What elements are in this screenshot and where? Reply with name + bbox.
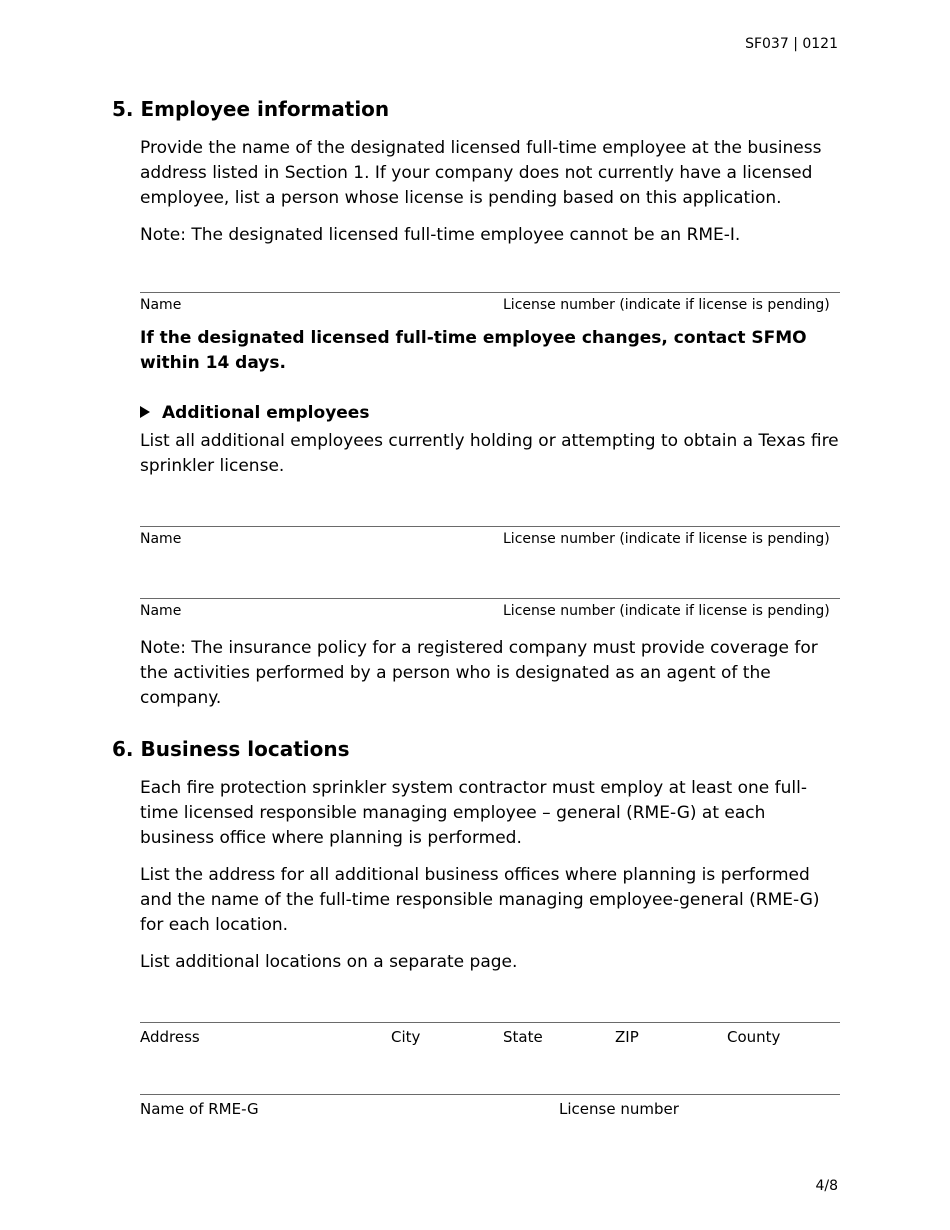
rme-g-license-label: License number: [559, 1100, 679, 1118]
section-6-para-1: Each fire protection sprinkler system contractor must employ at least one full-time licensed responsible managing employee – general (RME-G) at each business office where planning is performed.: [140, 778, 807, 848]
license-number-label: License number (indicate if license is pending): [503, 531, 830, 547]
section-6-title: 6. Business locations: [112, 737, 350, 761]
triangle-bullet-icon: [140, 406, 150, 418]
additional-employee-field-2[interactable]: [140, 598, 840, 619]
section-5-note: Note: The designated licensed full-time employee cannot be an RME-I.: [140, 225, 741, 245]
section-5-intro: Provide the name of the designated licensed full-time employee at the business address listed in Section 1. If your company does not currently have a licensed employee, list a person whose license is pending based on this application.: [140, 138, 822, 208]
additional-employees-heading: [140, 403, 369, 423]
page-number: 4/8: [815, 1178, 838, 1194]
form-code: SF037 | 0121: [745, 36, 838, 52]
additional-employees-heading-text: Additional employees: [162, 403, 370, 423]
additional-employee-field-1[interactable]: [140, 526, 840, 547]
section-6-para-2: List the address for all additional business offices where planning is performed and the name of the full-time responsible managing employee-general (RME-G) for each location.: [140, 865, 820, 935]
insurance-note: Note: The insurance policy for a registered company must provide coverage for the activities performed by a person who is designated as an agent of the company.: [140, 638, 818, 708]
name-label: Name: [140, 297, 182, 313]
name-label: Name: [140, 603, 182, 619]
business-address-field[interactable]: [140, 1022, 840, 1046]
city-label: City: [391, 1028, 421, 1046]
name-label: Name: [140, 531, 182, 547]
license-number-label: License number (indicate if license is pending): [503, 297, 830, 313]
license-number-label: License number (indicate if license is pending): [503, 603, 830, 619]
additional-employees-description: List all additional employees currently holding or attempting to obtain a Texas fire sprinkler license.: [140, 431, 839, 476]
rme-g-field[interactable]: [140, 1094, 840, 1118]
section-5-title: 5. Employee information: [112, 97, 390, 121]
state-label: State: [503, 1028, 543, 1046]
designated-employee-field[interactable]: [140, 292, 840, 313]
address-label: Address: [140, 1028, 200, 1046]
zip-label: ZIP: [615, 1028, 639, 1046]
rme-g-name-label: Name of RME-G: [140, 1100, 259, 1118]
section-6-para-3: List additional locations on a separate page.: [140, 952, 518, 972]
county-label: County: [727, 1028, 781, 1046]
change-warning: If the designated licensed full-time employee changes, contact SFMO within 14 days.: [140, 328, 807, 373]
